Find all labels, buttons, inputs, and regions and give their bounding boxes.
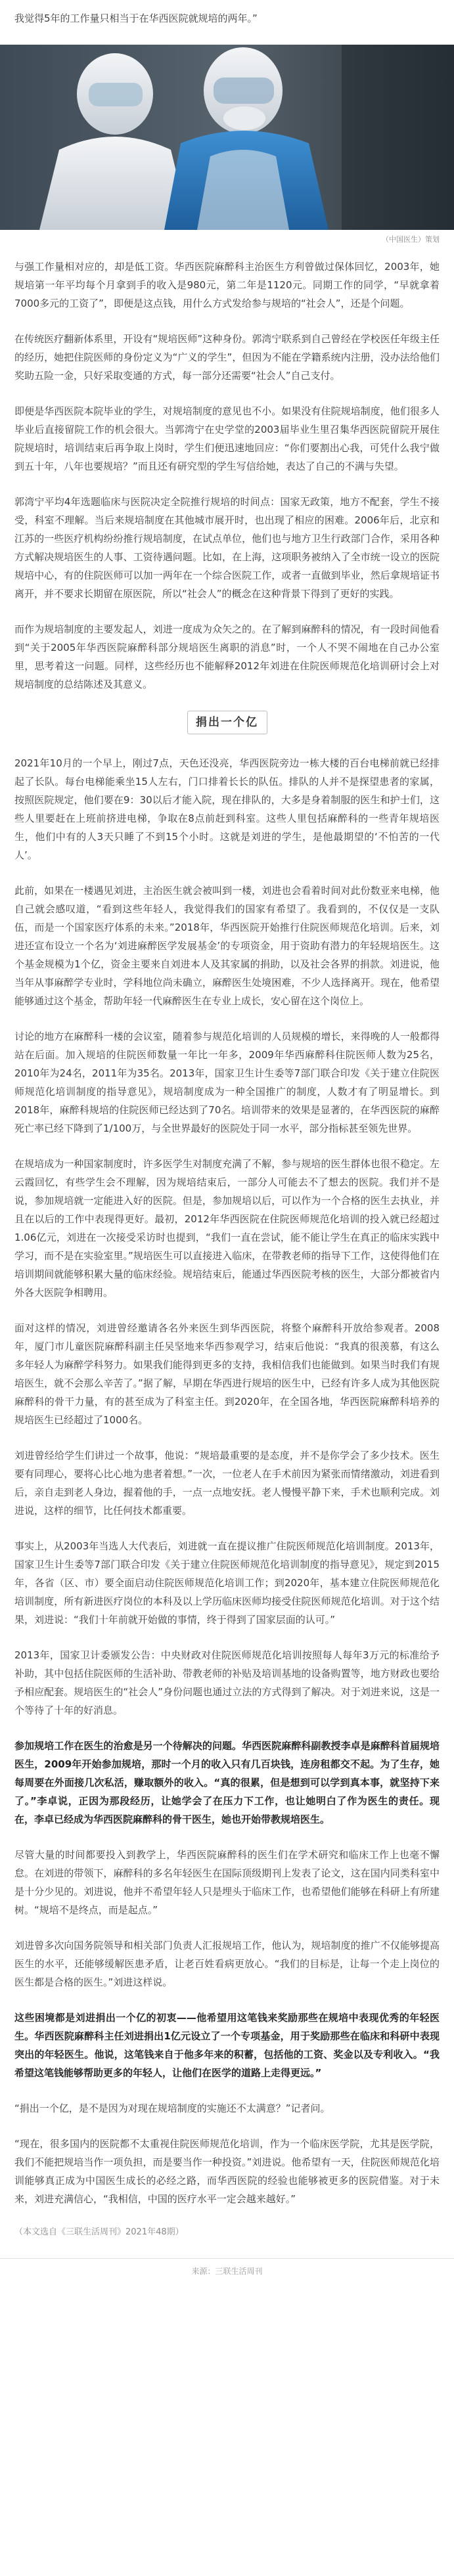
article-photo	[0, 45, 454, 230]
paragraph: 2013年，国家卫计委颁发公告：中央财政对住院医师规范化培训按照每人每年3万元的标准给予补助，其中包括住院医师的生活补助、带教老师的补贴及培训基地的设备购置等，地方财政也要给予相应配套。规培医生的“社会人”身份问题也通过立法的方式得到了解决。对于刘进来说，这是一个等待了十年的好消息。	[14, 1649, 440, 1716]
paragraph: 此前，如果在一楼遇见刘进，主治医生就会被叫到一楼，刘进也会看着时间对此份数亚来电梯，他自己就会感叹道，“看到这些年轻人，我觉得我们的国家有希望了。我看到的，不仅仅是一支队伍，而是一个国家医疗体系的未来。”2018年，华西医院开始推行住院医师规范化培训。后来，刘进还宣布设立一个名为‘刘进麻醉医学发展基金’的专项资金，用于资助有潜力的年轻规培医生。这个基金规模为1个亿，资金主要来自刘进本人及其家属的捐助，以及社会各界的捐款。刘进说，他当年从事麻醉学专业时，学科地位尚未确立，麻醉医生处境困难，不少人选择离开。现在，他希望能够通过这个基金，帮助年轻一代麻醉医生在专业上成长，安心留在这个岗位上。	[14, 885, 440, 1007]
section-title: 捐出一个亿	[187, 711, 267, 734]
paragraph: 尽管大量的时间都要投入到教学上，华西医院麻醉科的医生们在学术研究和临床工作上也毫不懈怠。在刘进的带领下，麻醉科的多名年轻医生在国际顶级期刊上发表了论文，这在国内同类科室中是十分少见的。刘进说，他并不希望年轻人只是埋头于临床工作，也希望他们能够在科研上有所建树。“规培不是终点，而是起点。”	[14, 1849, 440, 1916]
article-body-part-3	[0, 1646, 454, 2208]
paragraph: “现在，很多国内的医院都不太重视住院医师规范化培训，作为一个临床医学院，尤其是医学院，我们不能把规培当作一项负担，而是要当作一种投资。”刘进说。他希望有一天，住院医师规范化培训能够真正成为中国医生成长的必经之路，而华西医院的经验也能够被更多的医院借鉴。对于未来，刘进充满信心，“我相信，中国的医疗水平一定会越来越好。”	[14, 2138, 440, 2205]
paragraph: “捐出一个亿，是不是因为对现在规培制度的实施还不太满意？”记者问。	[14, 2102, 330, 2114]
article-body-part-2	[0, 754, 454, 1629]
photo-caption: （中国医生）策划	[382, 235, 440, 244]
paragraph: 郭湾宁平均4年选题临床与医院决定全院推行规培的时间点：国家无政策，地方不配套，学生不接受，科室不理解。当后来规培制度在其他城市展开时，也出现了相应的困难。2006年后，北京和江苏的一些医疗机构纷纷推行规培制度，在试点单位，他们也与地方卫生行政部门合作，采用各种方式解决规培医生的人事、工资待遇问题。比如，在上海，这项职务被纳入了全市统一设立的医院规培中心，有的住院医师可以加一两年在一个综合医院工作，或者一直做到毕业，然后拿规培证书离开，并不要求长期留在原医院，所以“社会人”的概念在这种背景下得到了更好的实践。	[14, 496, 440, 600]
paragraph: 刘进曾多次向国务院领导和相关部门负责人汇报规培工作，他认为，规培制度的推广不仅能够提高医生的水平，还能够缓解医患矛盾，让老百姓看病更放心。“我们的目标是，让每一个走上岗位的医生都是合格的医生。”刘进这样说。	[14, 1940, 440, 1988]
intro-paragraph: 我觉得5年的工作量只相当于在华西医院就规培的两年。”	[14, 12, 258, 24]
paragraph: 2021年10月的一个早上，刚过7点，天色还没亮，华西医院旁边一栋大楼的百台电梯前就已经排起了长队。每台电梯能乘坐15人左右，门口排着长长的队伍。排队的人并不是探望患者的家属，按照医院规定，他们要在9：30以后才能入院，现在排队的，大多是身着制服的医生和护士们，这些人里要赶在上班前挤进电梯，争取在8点前赶到科室。这些人里包括麻醉科的一些青年规培医生，他们中有的人3天只睡了不到15个小时。这就是刘进的学生，是他最期望的‘不怕苦的一代人’。	[14, 757, 440, 861]
paragraph: 而作为规培制度的主要发起人，刘进一度成为众矢之的。在了解到麻醉科的情况，有一段时间他看到“关于2005年华西医院麻醉科部分规培医生离职的消息”时，一个人不哭不闹地在自己办公室里，思考着这一问题。同样，这些经历也不能解释2012年刘进在住院医师规范化培训研讨会上对规培制度的总结陈述及其意义。	[14, 623, 440, 690]
paragraph: 与强工作量相对应的，却是低工资。华西医院麻醉科主治医生方利曾做过保体回忆，2003年，她规培第一年平均每个月拿到手的收入是980元，第二年是1120元。同期工作的同学，“早就拿着7000多元的工资了”，即便是这点钱，用什么方式发给参与规培的“社会人”，还是个问题。	[14, 261, 440, 309]
paragraph: 刘进曾经给学生们讲过一个故事，他说：“规培最重要的是态度，并不是你学会了多少技术。医生要有同理心，要将心比心地为患者着想。”一次，一位老人在手术前因为紧张而情绪激动，刘进看到后，亲自走到老人身边，握着他的手，一点一点地安抚。老人慢慢平静下来，手术也顺利完成。刘进说，这样的细节，比任何技术都重要。	[14, 1450, 440, 1517]
paragraph: 在传统医疗翻新体系里，开设有“规培医师”这种身份。郭湾宁联系到自己曾经在学校医任年级主任的经历，她把住院医师的身份定义为“广义的学生”，但因为不能在学籍系统内注册，没办法给他们奖助五险一金，只好采取变通的方式，每一部分还需要“社会人”自己支付。	[14, 333, 440, 382]
paragraph: 事实上，从2003年当选人大代表后，刘进就一直在提议推广住院医师规范化培训制度。2013年，国家卫生计生委等7部门联合印发《关于建立住院医师规范化培训制度的指导意见》，规定到2015年，各省（区、市）要全面启动住院医师规范化培训工作；到2020年，基本建立住院医师规范化培训制度，所有新进医疗岗位的本科及以上学历临床医师均接受住院医师规范化培训。对于这个结果，刘进说：“我们十年前就开始做的事情，终于得到了国家层面的认可。”	[14, 1540, 440, 1626]
paragraph: 面对这样的情况，刘进曾经邀请各名外来医生到华西医院，将整个麻醉科开放给参观者。2008年，厦门市儿童医院麻醉科副主任吴坚地来华西参观学习，结束后他说：“我真的很羡慕，有这么多年轻人为麻醉学科努力。如果我们能得到更多的支持，我相信我们也能做到。如果当时我们有规培医生，就不会那么辛苦了。”据了解，早期在华西进行规培的医生中，已经有许多人成为其他医院麻醉科的骨干力量，有的甚至成为了科室主任。到2020年，在全国各地，华西医院麻醉科培养的规培医生已经超过了1000名。	[14, 1322, 440, 1426]
source-note: （本文选自《三联生活周刊》2021年48期）	[14, 2227, 184, 2237]
paragraph: 讨论的地方在麻醉科一楼的会议室，随着参与规范化培训的人员规模的增长，来得晚的人一般都得站在后面。加入规培的住院医师数量一年比一年多，2009年华西麻醉科住院医师人数为25名，2010年为24名，2011年为35名。2013年，国家卫生计生委等7部门联合印发《关于建立住院医师规范化培训制度的指导意见》，规培制度成为一种全国推广的制度，人数才有了明显增长。到2018年，麻醉科规培的住院医师已经达到了70名。培训带来的效果是显著的，在华西医院的麻醉死亡率已经下降到了1/100万，与全世界最好的医院处于同一水平，部分指标甚至领先世界。	[14, 1031, 440, 1134]
article-body-part-1	[0, 257, 454, 694]
paragraph: 在规培成为一种国家制度时，许多医学生对制度充满了不解，参与规培的医生群体也很不稳定。左云霞回忆，有些学生会不理解，因为规培结束后，一部分人可能去不了想去的医院。我们并不是说，参加规培就一定能进入好的医院。但是，参加规培以后，可以作为一个合格的医生去执业，并且在以后的工作中表现得更好。最初，2012年华西医院在住院医师规范化培训的投入就已经超过1.06亿元，刘进在一次接受采访时也提到，“我们一直在尝试，能不能让学生在真正的临床实践中学习，而不是在实验室里。”规培医生可以直接进入临床，在带教老师的指导下工作，这使得他们在培训期间就能够积累大量的临床经验。规培结束后，能通过华西医院考核的医生，大部分都被省内外各大医院争相聘用。	[14, 1158, 440, 1299]
doctors-in-protective-suits-image	[0, 45, 454, 230]
paragraph: 即便是华西医院本院毕业的学生，对规培制度的意见也不小。如果没有住院规培制度，他们很多人毕业后直接留院工作的机会很大。当郭湾宁在史学堂的2003届毕业生里召集华西医院留院开展住院规培时，培训结束后再争取上岗时，学生们便迅速地回应：“你们要割出心我，可凭什么我宁做到五十年，八年也要规培？”而且还有研究型的学生写信给她，表达了自己的不满与失望。	[14, 405, 440, 472]
paragraph: 这些困境都是刘进捐出一个亿的初衷——他希望用这笔钱来奖励那些在规培中表现优秀的年轻医生。华西医院麻醉科主任刘进捐出1亿元设立了一个专项基金，用于奖励那些在临床和科研中表现突出的年轻医生。他说，这笔钱来自于他多年来的积蓄，包括他的工资、奖金以及专利收入。“我希望这笔钱能够帮助更多的年轻人，让他们在医学的道路上走得更远。”	[14, 2012, 440, 2079]
paragraph: 参加规培工作在医生的治愈是另一个待解决的问题。华西医院麻醉科副教授李卓是麻醉科首届规培医生，2009年开始参加规培，那时一个月的收入只有几百块钱，连房租都交不起。为了生存，她每周要在外面接几次私活，赚取额外的收入。“真的很累，但是想到可以学到真本事，就坚持下来了。”李卓说，正因为那段经历，让她学会了在压力下工作，也让她明白了作为医生的责任。现在，李卓已经成为华西医院麻醉科的骨干医生，她也开始带教规培医生。	[14, 1740, 440, 1825]
footer-source: 来源：三联生活周刊	[0, 2258, 454, 2284]
